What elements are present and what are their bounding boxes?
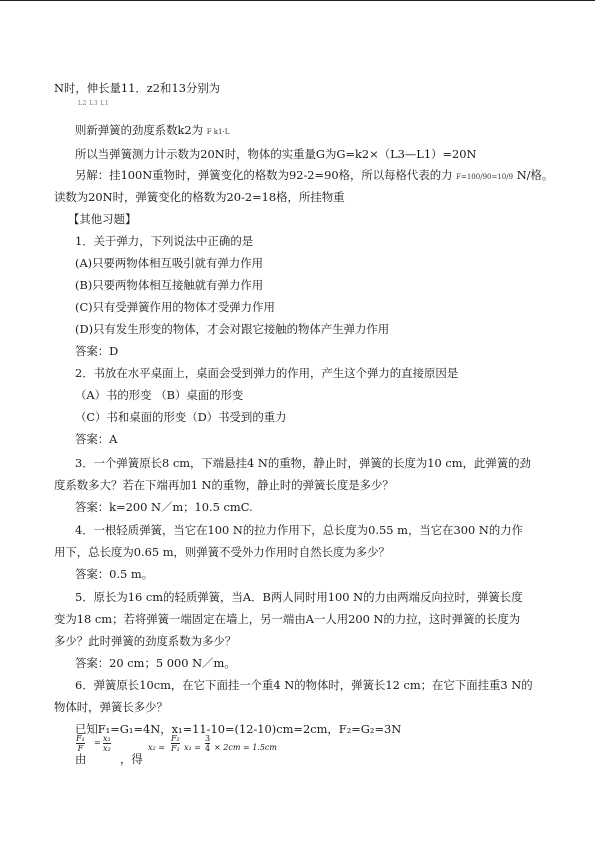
faint-formula-2: F k1·L	[206, 128, 230, 136]
frac-num: x₁	[103, 734, 111, 743]
equals-sign: =	[94, 738, 101, 747]
option-a: (A)只要两物体相互吸引就有弹力作用	[75, 256, 263, 270]
question-6-line-2: 物体时，弹簧长多少？	[54, 700, 168, 714]
question-5-line-2: 变为18 cm；若将弹簧一端固定在墙上，另一端由A一人用200 N的力拉，这时弹簧的长度为	[54, 612, 521, 626]
text-line-6: 读数为20N时，弹簧变化的格数为20-2=18格，所挂物重	[54, 190, 345, 204]
text-line-1: N时，伸长量11．z2和13分别为	[54, 81, 221, 95]
answer-4: 答案：0.5 m。	[75, 567, 154, 581]
answer-5: 答案：20 cm；5 000 N／m。	[75, 656, 236, 670]
frac-num: 3	[205, 734, 211, 743]
question-1: 1．关于弹力，下列说法中正确的是	[75, 234, 254, 248]
fraction-f1-f	[76, 734, 85, 753]
question-2: 2．书放在水平桌面上，桌面会受到弹力的作用，产生这个弹力的直接原因是	[75, 366, 459, 380]
solution-get: ，得	[120, 752, 143, 766]
question-3-line-2: 度系数多大？若在下端再加1 N的重物，静止时的弹簧长度是多少？	[54, 478, 394, 492]
frac-num: F₂	[171, 734, 180, 743]
section-heading: 【其他习题】	[68, 212, 137, 226]
text-segment: 则新弹簧的劲度系数k2为	[75, 123, 204, 137]
frac-den: 4	[205, 744, 211, 753]
result-expression: × 2cm = 1.5cm	[214, 743, 277, 752]
option-b: (B)只要两物体相互接触就有弹力作用	[75, 278, 264, 292]
text-segment: 另解：挂100N重物时，弹簧变化的格数为92-2=90格，所以每格代表的力	[75, 168, 453, 182]
frac-den: F₁	[171, 744, 180, 753]
x1-label: x₁ =	[184, 743, 201, 752]
faint-formula-1: L2 L3 L1	[78, 100, 110, 107]
solution-given: 已知F₁=G₁=4N，x₁=11-10=(12-10)cm=2cm，F₂=G₂=3N	[75, 722, 402, 736]
faint-formula-3: F=100/90=10/9	[456, 173, 514, 181]
option-c: (C)只有受弹簧作用的物体才受弹力作用	[75, 300, 275, 314]
solution-you: 由	[75, 752, 87, 766]
option-d: (D)只有发生形变的物体，才会对跟它接触的物体产生弹力作用	[75, 322, 390, 336]
fraction-3-4	[205, 734, 210, 753]
text-line-4: 所以当弹簧测力计示数为20N时，物体的实重量G为G=k2×（L3—L1）=20N	[75, 147, 477, 161]
frac-den: x₂	[103, 744, 111, 753]
frac-den: F	[77, 744, 84, 753]
options-ab: （A）书的形变 （B）桌面的形变	[75, 388, 244, 402]
frac-num: F₁	[76, 734, 85, 743]
x2-label: x₂ =	[148, 743, 165, 752]
text-line-3	[75, 123, 229, 139]
question-4-line-1: 4．一根轻质弹簧，当它在100 N的拉力作用下，总长度为0.55 m，当它在300 N的力作	[75, 523, 524, 537]
answer-2: 答案：A	[75, 432, 118, 446]
answer-1: 答案：D	[75, 344, 119, 358]
text-line-5	[75, 168, 553, 184]
question-6-line-1: 6．弹簧原长10cm，在它下面挂一个重4 N的物体时，弹簧长12 cm；在它下面挂重3 N的	[75, 678, 533, 692]
question-5-line-1: 5．原长为16 cm的轻质弹簧，当A．B两人同时用100 N的力由两端反向拉时，弹簧长度	[75, 590, 523, 604]
question-4-line-2: 用下，总长度为0.65 m，则弹簧不受外力作用时自然长度为多少？	[54, 545, 390, 559]
answer-3: 答案：k=200 N／m；10.5 cmC.	[75, 500, 253, 514]
fraction-x1-x2	[103, 734, 111, 753]
fraction-f2-f1	[171, 734, 180, 753]
top-border	[0, 0, 595, 1]
question-3-line-1: 3．一个弹簧原长8 cm，下端悬挂4 N的重物，静止时，弹簧的长度为10 cm，此弹簧的劲	[75, 456, 531, 470]
question-5-line-3: 多少？此时弹簧的劲度系数为多少？	[54, 634, 237, 648]
text-segment: N/格。	[516, 168, 554, 182]
options-cd: （C）书和桌面的形变（D）书受到的重力	[75, 410, 287, 424]
